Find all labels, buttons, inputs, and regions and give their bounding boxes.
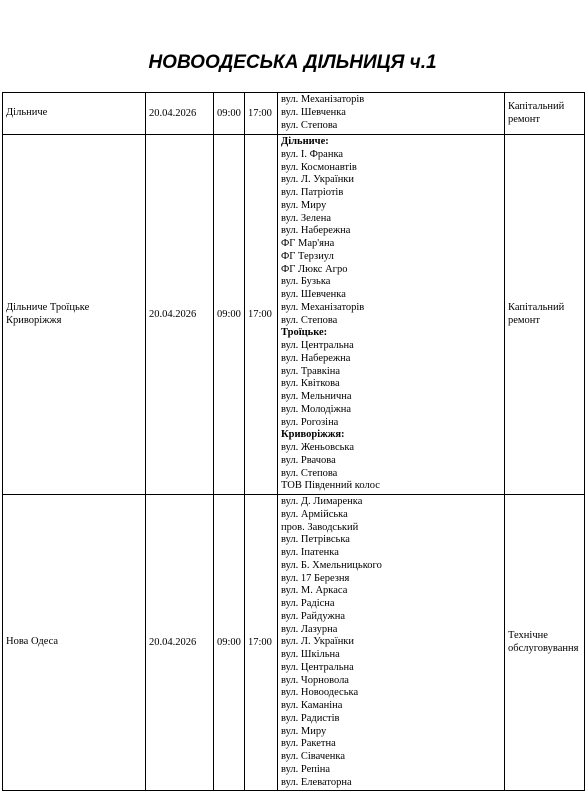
street-item: вул. Рогозіна (281, 416, 339, 428)
street-item: вул. Шевченка (281, 289, 346, 300)
street-item: вул. Центральна (281, 340, 354, 351)
street-item: вул. Радісна (281, 598, 335, 609)
end-time-cell: 17:00 (245, 135, 278, 495)
street-item: вул. Миру (281, 725, 327, 737)
street-item: вул. Новоодеська (281, 687, 359, 699)
page-title: НОВООДЕСЬКА ДІЛЬНИЦЯ ч.1 (148, 52, 437, 73)
street-item: вул. Мельнична (281, 391, 352, 402)
street-item: вул. Ракетна (281, 738, 336, 750)
street-item: вул. Молодіжна (281, 403, 352, 415)
street-item: вул. Чорновола (281, 674, 349, 686)
street-item: вул. 17 Березня (281, 572, 350, 584)
streets-cell (278, 495, 505, 791)
street-item: вул. Механізаторів (281, 94, 365, 105)
start-time-cell: 09:00 (214, 93, 245, 135)
street-item: вул. Степова (281, 119, 338, 131)
date-cell: 20.04.2026 (146, 135, 214, 495)
street-item: вул. Елеваторна (281, 776, 352, 788)
settlement-cell (3, 93, 146, 135)
street-item: вул. Репіна (281, 763, 331, 775)
street-item: вул. Квіткова (281, 378, 340, 390)
street-item: ФГ Мар'яна (281, 238, 335, 249)
settlement-subheading: Дільниче: (281, 136, 329, 147)
work-type-cell: Капітальний ремонт (505, 93, 585, 135)
street-item: вул. Каманіна (281, 700, 343, 711)
settlement-name: Нова Одеса (6, 636, 59, 648)
street-item: вул. Миру (281, 199, 327, 211)
street-item: вул. Набережна (281, 352, 351, 364)
end-time-cell: 17:00 (245, 495, 278, 791)
street-item: вул. Степова (281, 314, 338, 326)
date-cell: 20.04.2026 (146, 93, 214, 135)
streets-cell (278, 93, 505, 135)
street-item: вул. Шкільна (281, 649, 340, 660)
table-row (3, 135, 585, 495)
street-item: вул. Травкіна (281, 365, 341, 377)
street-item: вул. Сіваченка (281, 751, 346, 762)
street-item: вул. Космонавтів (281, 161, 357, 173)
street-item: вул. Шевченка (281, 106, 346, 118)
street-item: вул. Бузька (281, 276, 331, 288)
streets-cell (278, 135, 505, 495)
street-item: вул. Армійська (281, 508, 348, 520)
street-item: вул. Рвачова (281, 454, 336, 466)
street-item: вул. Лазурна (281, 623, 338, 635)
table-row (3, 495, 585, 791)
street-item: вул. Л. Українки (281, 174, 355, 186)
street-item: ТОВ Південний колос (281, 480, 380, 492)
street-item: вул. Зелена (281, 212, 331, 224)
street-item: вул. Петрівська (281, 534, 350, 546)
settlement-cell (3, 495, 146, 791)
outage-schedule-table (2, 92, 585, 791)
street-item: вул. Б. Хмельницького (281, 559, 382, 571)
street-item: вул. Л. Українки (281, 636, 355, 648)
work-type-cell: Капітальний ремонт (505, 135, 585, 495)
settlement-subheading: Криворіжжя: (281, 429, 345, 441)
settlement-cell (3, 135, 146, 495)
start-time-cell: 09:00 (214, 135, 245, 495)
street-item: вул. Іпатенка (281, 547, 339, 558)
table-row (3, 93, 585, 135)
street-item: вул. Степова (281, 467, 338, 479)
street-item: вул. Райдужна (281, 610, 345, 622)
street-item: ФГ Люкс Агро (281, 263, 348, 275)
street-item: вул. Д. Лимаренка (281, 496, 363, 507)
street-item: вул. Патріотів (281, 187, 344, 198)
street-item: вул. М. Аркаса (281, 585, 348, 597)
settlement-name: Дільниче (6, 107, 48, 119)
start-time-cell: 09:00 (214, 495, 245, 791)
date-cell: 20.04.2026 (146, 495, 214, 791)
street-item: ФГ Терзиул (281, 250, 334, 262)
street-item: вул. Женьовська (281, 442, 355, 453)
street-item: пров. Заводський (281, 521, 359, 533)
settlement-subheading: Троїцьке: (281, 327, 328, 339)
street-item: вул. І. Франка (281, 148, 344, 160)
street-item: вул. Набережна (281, 225, 351, 237)
end-time-cell: 17:00 (245, 93, 278, 135)
street-item: вул. Механізаторів (281, 301, 365, 313)
street-item: вул. Центральна (281, 661, 354, 673)
settlement-name: Дільниче Троїцьке Криворіжжя (6, 301, 90, 326)
street-item: вул. Радистів (281, 712, 340, 724)
work-type-cell: Технічне обслуговування (505, 495, 585, 791)
